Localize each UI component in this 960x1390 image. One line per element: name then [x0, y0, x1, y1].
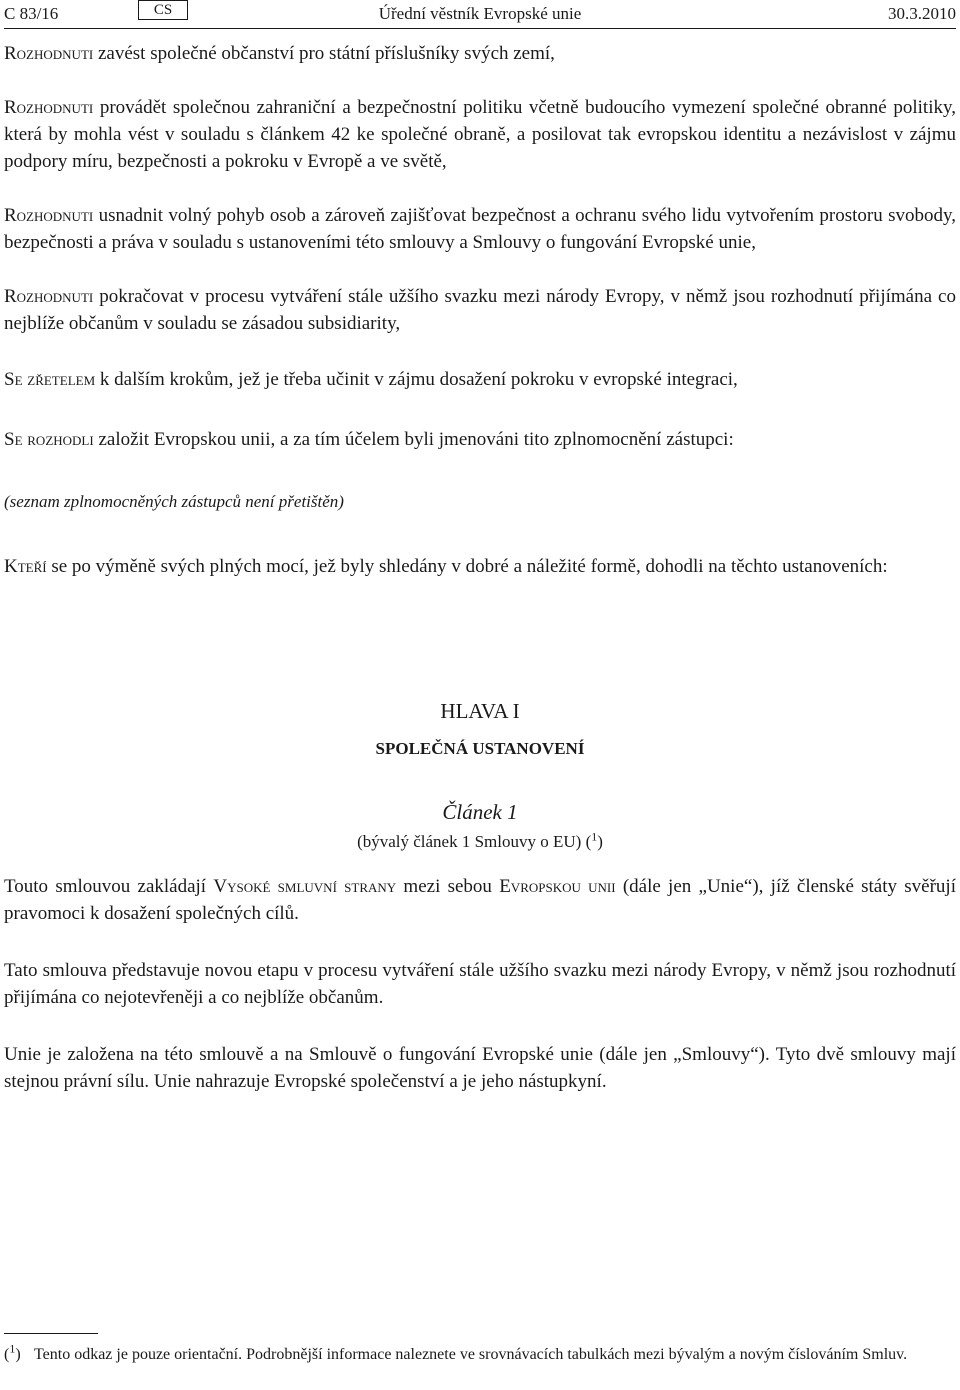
footnote-marker: ($^1$) [4, 1341, 21, 1363]
header-divider [4, 28, 956, 29]
footnote-divider [4, 1333, 98, 1334]
page-number: C 83/16 [4, 4, 59, 23]
footnote [4, 1343, 956, 1367]
article-paragraph: Tato smlouva představuje novou etapu v procesu vytváření stále užšího svazku mezi národy Evropy, v němž jsou rozhodnutí přijímána co nejotevřeněji a co nejblíže občanům. [4, 960, 956, 1008]
article-note: (bývalý článek 1 Smlouvy o EU) ($^1$) [357, 829, 603, 851]
preamble-paragraph: Rozhodnuti zavést společné občanství pro státní příslušníky svých zemí, [4, 43, 555, 64]
title-heading: HLAVA I [440, 699, 520, 723]
page-header [4, 0, 956, 30]
preamble-paragraph: Se rozhodli založit Evropskou unii, a za tím účelem byli jmenováni tito zplnomocnění zástupci: [4, 429, 734, 450]
footnote-reference[interactable]: 1 [591, 829, 598, 844]
preamble-paragraph: Rozhodnuti pokračovat v procesu vytváření stále užšího svazku mezi národy Evropy, v němž jsou rozhodnutí přijímána co nejblíže občanům v souladu se zásadou subsidiarity, [4, 286, 956, 334]
article-paragraph: Touto smlouvou zakládají Vysoké smluvní strany mezi sebou Evropskou unii (dále jen „Unie“), jíž členské státy svěřují pravomoci k dosažení společných cílů. [4, 876, 956, 924]
title-subheading: SPOLEČNÁ USTANOVENÍ [375, 739, 585, 758]
preamble-paragraph: Rozhodnuti usnadnit volný pohyb osob a zároveň zajišťovat bezpečnost a ochranu svého lidu vytvořením prostoru svobody, bezpečnosti a práva v souladu s ustanoveními této smlouvy a Smlouvy o fungování Evropské unie, [4, 205, 956, 253]
article-paragraph: Unie je založena na této smlouvě a na Smlouvě o fungování Evropské unie (dále jen „Smlouvy“). Tyto dvě smlouvy mají stejnou právní sílu. Unie nahrazuje Evropské společenství a je jeho nástupkyní. [4, 1044, 956, 1092]
plenipotentiaries-note: (seznam zplnomocněných zástupců není přetištěn) [4, 492, 344, 511]
preamble-paragraph: Se zřetelem k dalším krokům, jež je třeba učinit v zájmu dosažení pokroku v evropské integraci, [4, 369, 738, 390]
preamble-paragraph: Rozhodnuti provádět společnou zahraniční a bezpečnostní politiku včetně budoucího vymezení společné obranné politiky, která by mohla vést v souladu s článkem 42 ke společné obraně, a posilovat tak evropskou identitu a nezávislost v zájmu podpory míru, bezpečnosti a pokroku v Evropě a ve světě, [4, 97, 956, 172]
document-body [4, 40, 956, 1095]
closing-paragraph: Kteří se po výměně svých plných mocí, jež byly shledány v dobré a náležité formě, dohodli na těchto ustanoveních: [4, 556, 888, 577]
issue-date: 30.3.2010 [888, 4, 956, 23]
language-badge: CS [138, 0, 188, 20]
journal-title: Úřední věstník Evropské unie [378, 4, 582, 23]
footnote-text: Tento odkaz je pouze orientační. Podrobnější informace naleznete ve srovnávacích tabulkách mezi bývalým a novým číslováním Smluv. [34, 1346, 908, 1363]
article-title: Článek 1 [442, 800, 518, 824]
